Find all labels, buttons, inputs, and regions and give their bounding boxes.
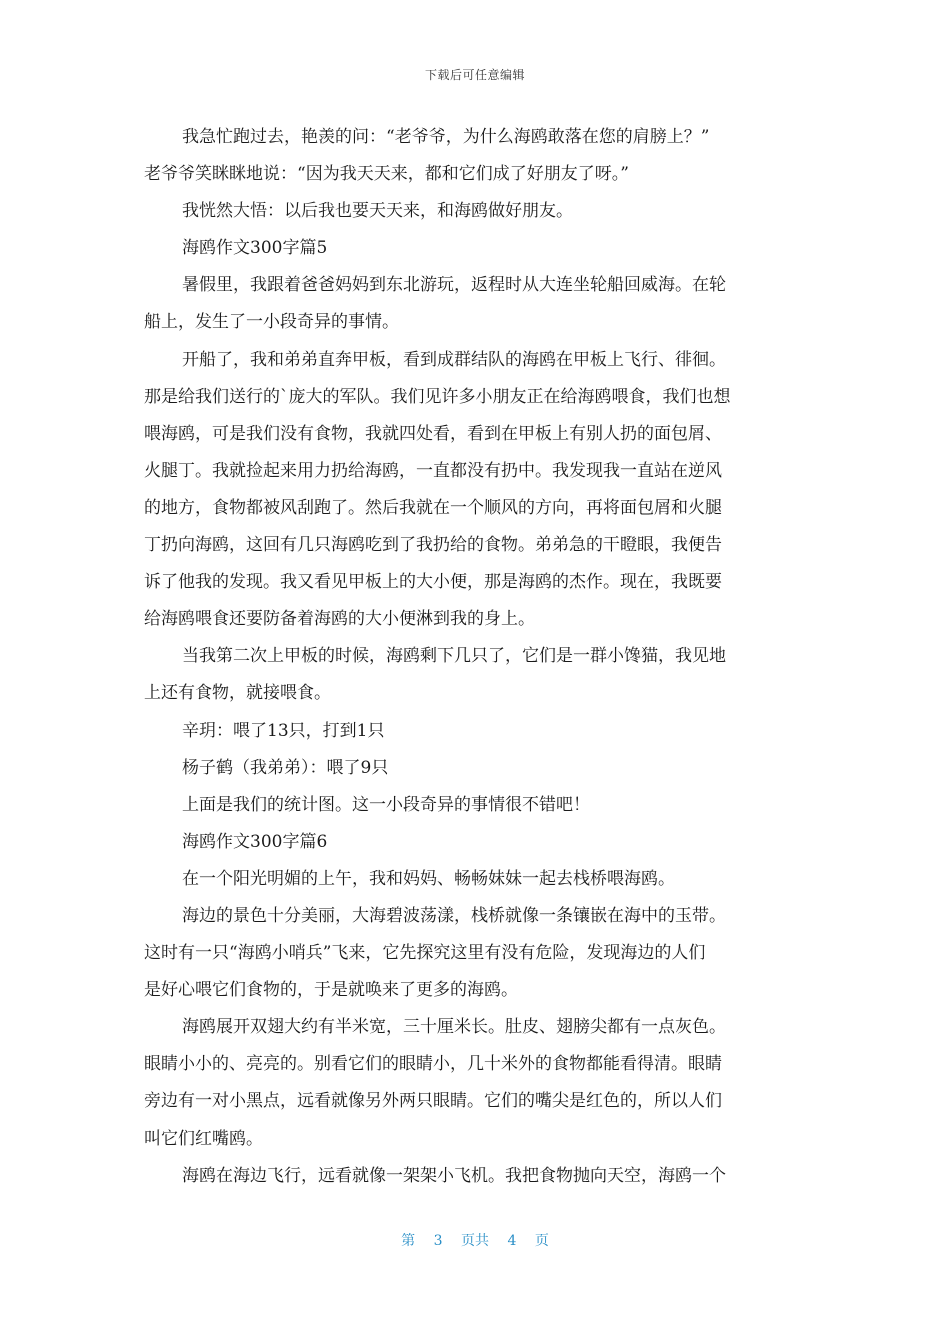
body-line: 叫它们红嘴鸥。: [144, 1128, 263, 1149]
body-line: 暑假里，我跟着爸爸妈妈到东北游玩，返程时从大连坐轮船回威海。在轮: [182, 275, 726, 296]
body-line: 开船了，我和弟弟直奔甲板，看到成群结队的海鸥在甲板上飞行、徘徊。: [182, 349, 726, 370]
page-prefix: 第: [401, 1233, 416, 1249]
body-line: 那是给我们送行的`庞大的军队。我们见许多小朋友正在给海鸥喂食，我们也想: [144, 386, 731, 407]
body-line: 上面是我们的统计图。这一小段奇异的事情很不错吧！: [182, 794, 590, 815]
body-line: 海鸥展开双翅大约有半米宽，三十厘米长。肚皮、翅膀尖都有一点灰色。: [182, 1017, 726, 1038]
stat-line: 辛玥：喂了13只，打到1只: [182, 720, 385, 741]
body-line: 老爷爷笑眯眯地说：“因为我天天来，都和它们成了好朋友了呀。”: [144, 164, 629, 185]
body-line: 上还有食物，就接喂食。: [144, 683, 331, 704]
body-line: 这时有一只“海鸥小哨兵”飞来，它先探究这里有没有危险，发现海边的人们: [144, 943, 706, 964]
body-line: 是好心喂它们食物的，于是就唤来了更多的海鸥。: [144, 980, 518, 1001]
page-header-note: 下载后可任意编辑: [424, 68, 525, 82]
section-heading: 海鸥作文300字篇6: [182, 831, 328, 852]
body-line: 船上，发生了一小段奇异的事情。: [144, 312, 399, 333]
body-line: 当我第二次上甲板的时候，海鸥剩下几只了，它们是一群小馋猫，我见地: [182, 646, 726, 667]
total-pages-number: 4: [507, 1233, 517, 1249]
body-line: 给海鸥喂食还要防备着海鸥的大小便淋到我的身上。: [144, 609, 535, 630]
document-body: [144, 119, 806, 1195]
body-line: 海边的景色十分美丽，大海碧波荡漾，栈桥就像一条镶嵌在海中的玉带。: [182, 905, 726, 926]
body-line: 眼睛小小的、亮亮的。别看它们的眼睛小，几十米外的食物都能看得清。眼睛: [144, 1054, 722, 1075]
body-line: 旁边有一对小黑点，远看就像另外两只眼睛。它们的嘴尖是红色的，所以人们: [144, 1091, 722, 1112]
body-line: 在一个阳光明媚的上午，我和妈妈、畅畅妹妹一起去栈桥喂海鸥。: [182, 868, 675, 889]
body-line: 海鸥在海边飞行，远看就像一架架小飞机。我把食物抛向天空，海鸥一个: [182, 1165, 726, 1186]
current-page-number: 3: [433, 1233, 443, 1249]
body-line: 的地方，食物都被风刮跑了。然后我就在一个顺风的方向，再将面包屑和火腿: [144, 497, 722, 518]
page-suffix: 页: [534, 1233, 549, 1249]
body-line: 我恍然大悟：以后我也要天天来，和海鸥做好朋友。: [182, 201, 573, 222]
body-line: 诉了他我的发现。我又看见甲板上的大小便，那是海鸥的杰作。现在，我既要: [144, 572, 722, 593]
body-line: 丁扔向海鸥，这回有几只海鸥吃到了我扔给的食物。弟弟急的干瞪眼，我便告: [144, 535, 722, 556]
body-line: 我急忙跑过去，艳羡的问：“老爷爷，为什么海鸥敢落在您的肩膀上？”: [182, 127, 710, 147]
body-line: 火腿丁。我就捡起来用力扔给海鸥，一直都没有扔中。我发现我一直站在逆风: [144, 460, 722, 481]
page-footer: [0, 1230, 950, 1250]
body-line: 喂海鸥，可是我们没有食物，我就四处看，看到在甲板上有别人扔的面包屑、: [144, 423, 722, 444]
section-heading: 海鸥作文300字篇5: [182, 238, 328, 259]
page-mid: 页共: [461, 1233, 489, 1249]
stat-line: 杨子鹤（我弟弟）：喂了9只: [182, 757, 389, 778]
